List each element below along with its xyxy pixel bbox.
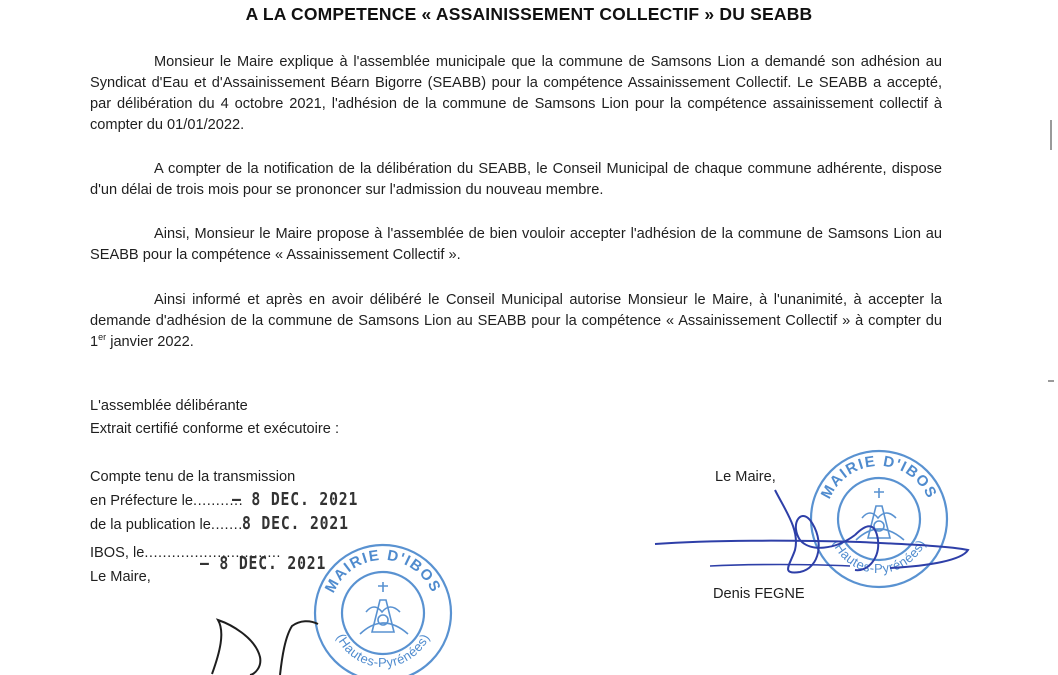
paragraph-3-text: Ainsi, Monsieur le Maire propose à l'assemblée de bien vouloir accepter l'adhésion de la commune de Samsons Lion au SEABB pour la compétence « Assainissement Collectif ». xyxy=(90,226,942,263)
seal-left-bottom-text: (Hautes-Pyrénées) xyxy=(333,631,433,671)
paragraph-4-text: Ainsi informé et après en avoir délibéré le Conseil Municipal autorise Monsieur le Maire, à l'unanimité, à accepter la demande d'adhésion de la commune de Samsons Lion au SEABB pour la compétence « Assainissement Collectif » à compter du 1 xyxy=(90,292,942,350)
paragraph-1-text: Monsieur le Maire explique à l'assemblée municipale que la commune de Samsons Lion a demandé son adhésion au Syndicat d'Eau et d'Assainissement Béarn Bigorre (SEABB) pour la compétence Assainissement Collectif. Le SEABB a accepté, par délibération du 4 octobre 2021, l'adhésion de la commune de Samsons Lion pour la compétence assainissement collectif à compter du 01/01/2022. xyxy=(90,54,942,133)
scan-edge-mark xyxy=(1048,380,1054,382)
publication-line xyxy=(90,517,243,533)
ibos-label: IBOS, le xyxy=(90,545,145,561)
transmission-line: Compte tenu de la transmission xyxy=(90,469,296,485)
certification-line-2: Extrait certifié conforme et exécutoire : xyxy=(90,421,340,437)
ordinal-superscript: er xyxy=(98,332,107,343)
left-signature xyxy=(200,612,360,675)
paragraph-3 xyxy=(90,224,942,266)
prefecture-dots: ........... xyxy=(193,493,244,509)
paragraph-2 xyxy=(90,159,942,201)
certification-line-1: L'assemblée délibérante xyxy=(90,398,248,414)
mayor-signature xyxy=(650,480,980,590)
publication-label: de la publication le xyxy=(90,517,211,533)
signature-maire-label: Le Maire, xyxy=(715,469,776,485)
maire-left-label: Le Maire, xyxy=(90,569,151,585)
prefecture-line xyxy=(90,493,243,509)
publication-dots: ....... xyxy=(210,517,243,533)
paragraph-2-text: A compter de la notification de la délibération du SEABB, le Conseil Municipal de chaque commune adhérente, dispose d'un délai de trois mois pour se prononcer sur l'admission du nouveau membre. xyxy=(90,161,942,198)
publication-date-stamp: 8 DEC. 2021 xyxy=(242,513,349,534)
scan-edge-mark xyxy=(1050,120,1052,150)
seal-left-top-text: MAIRIE D'IBOS xyxy=(321,546,445,596)
document-title: A LA COMPETENCE « ASSAINISSEMENT COLLECTIF » DU SEABB xyxy=(245,4,813,24)
paragraph-4-text-end: janvier 2022. xyxy=(106,334,194,350)
prefecture-label: en Préfecture le xyxy=(90,493,194,509)
seal-bottom-text: (Hautes-Pyrénées) xyxy=(829,537,929,577)
signatory-name: Denis FEGNE xyxy=(713,586,805,602)
paragraph-4 xyxy=(90,290,942,353)
ibos-date-stamp: – 8 DEC. 2021 xyxy=(200,553,327,574)
seal-top-text: MAIRIE D'IBOS xyxy=(817,452,941,502)
ibos-dots: .............................. xyxy=(144,545,281,561)
seal-left-emblem-icon xyxy=(360,582,408,634)
prefecture-date-stamp: – 8 DEC. 2021 xyxy=(232,489,359,510)
paragraph-1 xyxy=(90,52,942,136)
